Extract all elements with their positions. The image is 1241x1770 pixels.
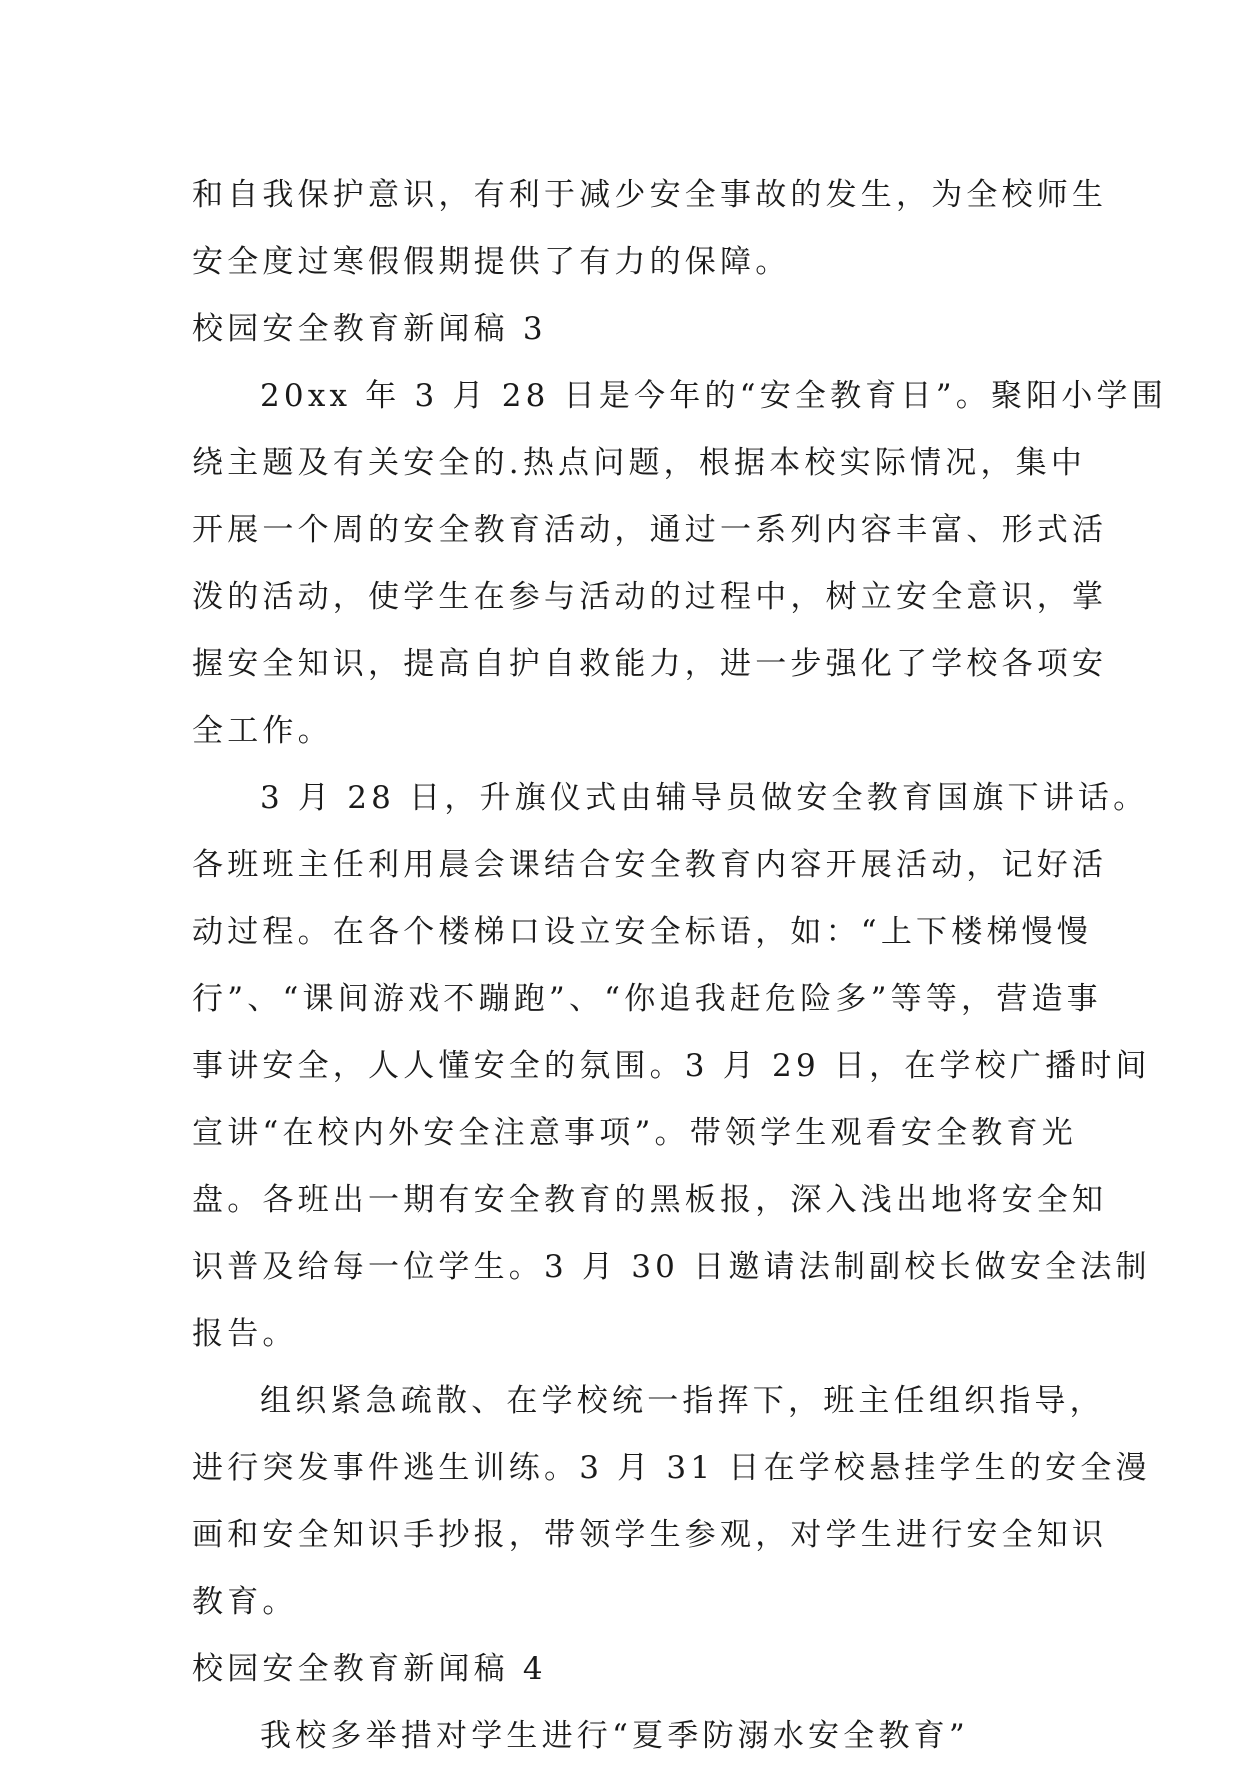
paragraph-start: 我校多举措对学生进行“夏季防溺水安全教育” <box>260 1718 969 1754</box>
paragraph-start: 20xx 年 3 月 28 日是今年的“安全教育日”。聚阳小学围 <box>260 378 1167 414</box>
text-line: 报告。 <box>192 1316 298 1352</box>
section-heading: 校园安全教育新闻稿 4 <box>192 1651 547 1687</box>
section-heading: 校园安全教育新闻稿 3 <box>192 311 547 347</box>
text-line: 识普及给每一位学生。3 月 30 日邀请法制副校长做安全法制 <box>192 1249 1151 1285</box>
paragraph-start: 组织紧急疏散、在学校统一指挥下，班主任组织指导， <box>260 1383 1105 1419</box>
text-line: 绕主题及有关安全的.热点问题，根据本校实际情况，集中 <box>192 445 1087 481</box>
text-line: 安全度过寒假假期提供了有力的保障。 <box>192 244 791 280</box>
text-line: 事讲安全，人人懂安全的氛围。3 月 29 日，在学校广播时间 <box>192 1048 1151 1084</box>
text-line: 全工作。 <box>192 713 333 749</box>
text-line: 画和安全知识手抄报，带领学生参观，对学生进行安全知识 <box>192 1517 1108 1553</box>
text-line: 行”、“课间游戏不蹦跑”、“你追我赶危险多”等等，营造事 <box>192 981 1102 1017</box>
text-line: 各班班主任利用晨会课结合安全教育内容开展活动，记好活 <box>192 847 1108 883</box>
paragraph-start: 3 月 28 日，升旗仪式由辅导员做安全教育国旗下讲话。 <box>260 780 1149 816</box>
text-line: 和自我保护意识，有利于减少安全事故的发生，为全校师生 <box>192 177 1108 213</box>
text-line: 动过程。在各个楼梯口设立安全标语，如：“上下楼梯慢慢 <box>192 914 1093 950</box>
document-body <box>192 162 1167 1770</box>
text-line: 教育。 <box>192 1584 298 1620</box>
text-line: 宣讲“在校内外安全注意事项”。带领学生观看安全教育光 <box>192 1115 1077 1151</box>
text-line: 进行突发事件逃生训练。3 月 31 日在学校悬挂学生的安全漫 <box>192 1450 1151 1486</box>
text-line: 开展一个周的安全教育活动，通过一系列内容丰富、形式活 <box>192 512 1108 548</box>
text-line: 泼的活动，使学生在参与活动的过程中，树立安全意识，掌 <box>192 579 1108 615</box>
text-line: 握安全知识，提高自护自救能力，进一步强化了学校各项安 <box>192 646 1108 682</box>
text-line: 盘。各班出一期有安全教育的黑板报，深入浅出地将安全知 <box>192 1182 1108 1218</box>
